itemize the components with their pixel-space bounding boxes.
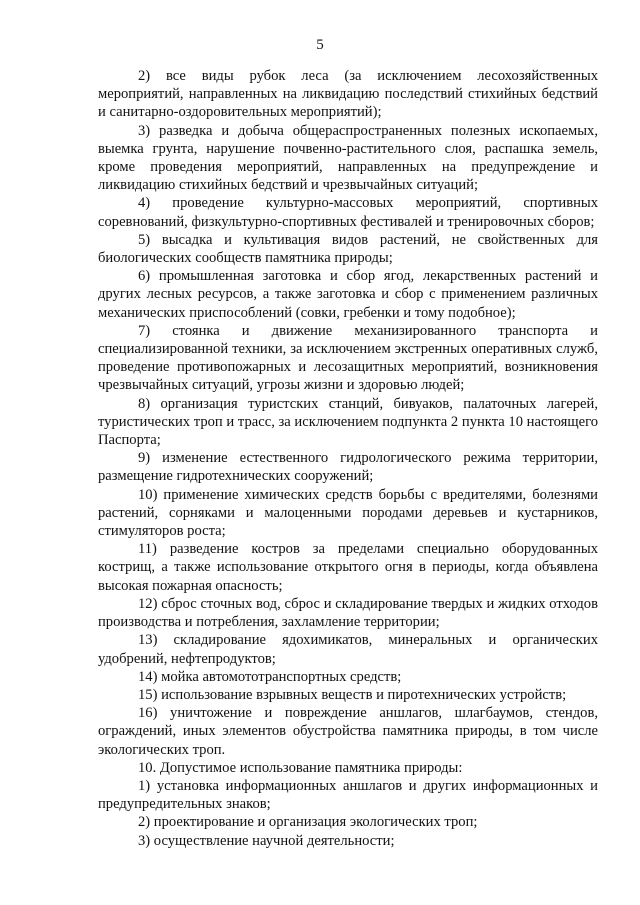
list-item: 10) применение химических средств борьбы с вредителями, болезнями растений, сорняками и малоценными породами деревьев и кустарников, стимуляторов роста;	[98, 486, 598, 540]
list-item: 5) высадка и культивация видов растений, не свойственных для биологических сообществ памятника природы;	[98, 231, 598, 267]
list-item: 13) складирование ядохимикатов, минеральных и органических удобрений, нефтепродуктов;	[98, 632, 598, 667]
list-item: 1) установка информационных аншлагов и других информационных и предупредительных знаков;	[98, 777, 598, 813]
page-number: 5	[316, 37, 324, 53]
list-item: 4) проведение культурно-массовых мероприятий, спортивных соревнований, физкультурно-спортивных фестивалей и тренировочных сборов;	[98, 195, 598, 230]
section-heading: 10. Допустимое использование памятника природы:	[138, 759, 463, 776]
list-item: 3) разведка и добыча общераспространенных полезных ископаемых, выемка грунта, нарушение почвенно-растительного слоя, распашка земель, кроме проведения мероприятий, направленных на предупреждение и ликвидацию стихийных бедствий и чрезвычайных ситуаций;	[98, 122, 598, 194]
list-item: 7) стоянка и движение механизированного транспорта и специализированной техники, за исключением экстренных оперативных служб, проведение противопожарных и лесозащитных мероприятий, возникновения чрезвычайных ситуаций, угрозы жизни и здоровью людей;	[98, 322, 598, 394]
list-item: 15) использование взрывных веществ и пиротехнических устройств;	[138, 686, 567, 703]
list-item: 6) промышленная заготовка и сбор ягод, лекарственных растений и других лесных ресурсов, а также заготовка и сбор с применением различных механических приспособлений (совки, гребенки и тому подобное);	[98, 268, 598, 321]
list-item: 16) уничтожение и повреждение аншлагов, шлагбаумов, стендов, ограждений, иных элементов обустройства памятника природы, в том числе экологических троп.	[98, 705, 598, 758]
document-body	[98, 67, 598, 850]
list-item: 11) разведение костров за пределами специально оборудованных кострищ, а также использование открытого огня в периоды, когда объявлена высокая пожарная опасность;	[98, 541, 598, 594]
list-item: 3) осуществление научной деятельности;	[138, 832, 395, 849]
list-item: 2) все виды рубок леса (за исключением лесохозяйственных мероприятий, направленных на ликвидацию последствий стихийных бедствий и санитарно-оздоровительных мероприятий);	[98, 68, 598, 121]
list-item: 2) проектирование и организация экологических троп;	[138, 814, 478, 831]
list-item: 14) мойка автомототранспортных средств;	[138, 668, 402, 685]
list-item: 9) изменение естественного гидрологического режима территории, размещение гидротехнических сооружений;	[98, 450, 598, 485]
list-item: 12) сброс сточных вод, сброс и складирование твердых и жидких отходов производства и потребления, захламление территории;	[98, 595, 598, 631]
list-item: 8) организация туристских станций, бивуаков, палаточных лагерей, туристических троп и трасс, за исключением подпункта 2 пункта 10 настоящего Паспорта;	[98, 395, 598, 449]
